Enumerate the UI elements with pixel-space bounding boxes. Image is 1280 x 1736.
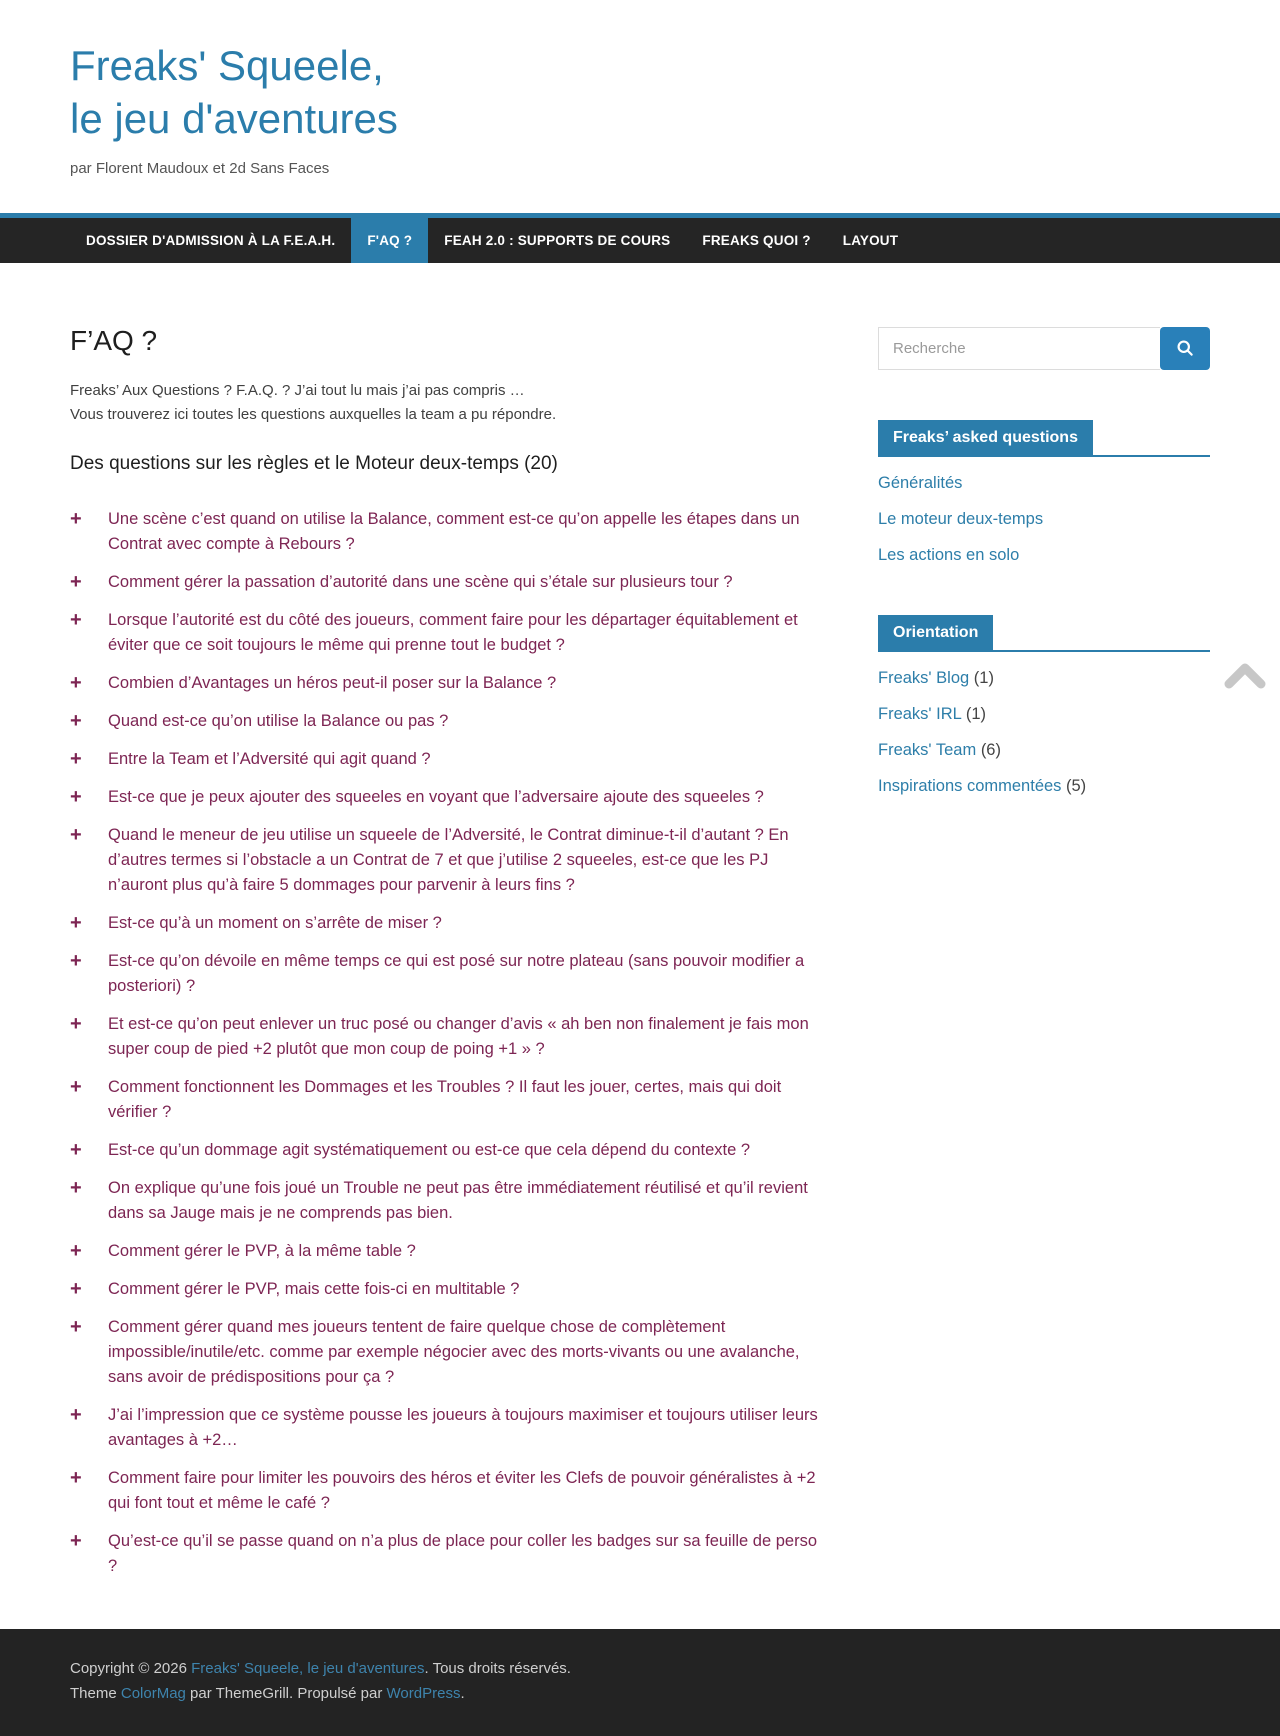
main-nav (0, 213, 1280, 263)
nav-item-layout[interactable]: LAYOUT (842, 232, 899, 248)
plus-icon[interactable]: + (70, 1176, 82, 1199)
plus-icon[interactable]: + (70, 507, 82, 530)
widget-link-item (878, 510, 1210, 529)
faq-question-link[interactable]: Comment gérer le PVP, à la même table ? (108, 1241, 416, 1260)
faq-item (70, 1466, 828, 1516)
site-title[interactable] (70, 40, 1210, 146)
faq-item (70, 911, 828, 936)
site-title-line2: le jeu d'aventures (70, 94, 398, 142)
nav-item-freaks-quoi[interactable]: FREAKS QUOI ? (702, 232, 811, 248)
faq-item (70, 823, 828, 898)
plus-icon[interactable]: + (70, 1075, 82, 1098)
faq-question-link[interactable]: Comment gérer quand mes joueurs tentent de faire quelque chose de complètement impossible/inutile/etc. comme par exemple négocier avec des morts-vivants ou une avalanche, sans avoir de prédispositions pour ça ? (108, 1317, 800, 1386)
category-link[interactable]: Généralités (878, 473, 963, 492)
period-text: . (460, 1685, 465, 1702)
page-title: F’AQ ? (70, 324, 158, 356)
footer-theme-line (70, 1681, 1210, 1706)
faq-item (70, 1012, 828, 1062)
faq-item (70, 1529, 828, 1579)
faq-question-link[interactable]: Et est-ce qu’on peut enlever un truc posé ou changer d’avis « ah ben non finalement je fais mon super coup de pied +2 plutôt que mon coup de poing +1 » ? (108, 1014, 809, 1058)
category-count: (1) (965, 704, 986, 723)
category-count: (5) (1066, 776, 1087, 795)
widget-title: Orientation (878, 615, 993, 650)
nav-item-feah-supports[interactable]: FEAH 2.0 : SUPPORTS DE COURS (444, 232, 671, 248)
search-button[interactable] (1160, 327, 1210, 370)
nav-item-faq-active[interactable]: F'AQ ? (351, 218, 428, 263)
widget-link-item (878, 474, 1210, 493)
widget-title: Freaks’ asked questions (878, 420, 1093, 455)
plus-icon[interactable]: + (70, 1239, 82, 1262)
plus-icon[interactable]: + (70, 1403, 82, 1426)
faq-question-link[interactable]: J’ai l’impression que ce système pousse les joueurs à toujours maximiser et toujours utiliser leurs avantages à +2… (108, 1405, 818, 1449)
footer-colormag-link[interactable]: ColorMag (120, 1685, 186, 1702)
plus-icon[interactable]: + (70, 1138, 82, 1161)
plus-icon[interactable]: + (70, 1315, 82, 1338)
faq-item (70, 1403, 828, 1453)
page-intro (70, 379, 828, 427)
faq-item (70, 785, 828, 810)
footer-copyright-line (70, 1656, 1210, 1681)
faq-item (70, 1277, 828, 1302)
faq-question-link[interactable]: Lorsque l’autorité est du côté des joueurs, comment faire pour les départager équitablement et éviter que ce soit toujours le même qui prenne tout le budget ? (108, 610, 798, 654)
plus-icon[interactable]: + (70, 949, 82, 972)
widget-link-item (878, 669, 1210, 688)
widget-links (878, 474, 1210, 565)
widget-link-item (878, 546, 1210, 565)
faq-question-link[interactable]: Entre la Team et l’Adversité qui agit quand ? (108, 749, 431, 768)
sidebar (878, 311, 1210, 1592)
faq-item (70, 1075, 828, 1125)
search-input[interactable] (878, 327, 1160, 370)
faq-question-link[interactable]: Comment faire pour limiter les pouvoirs des héros et éviter les Clefs de pouvoir généralistes à +2 qui font tout et même le café ? (108, 1468, 816, 1512)
plus-icon[interactable]: + (70, 671, 82, 694)
rights-text: . Tous droits réservés. (424, 1660, 571, 1677)
plus-icon[interactable]: + (70, 570, 82, 593)
plus-icon[interactable]: + (70, 1012, 82, 1035)
category-link[interactable]: Freaks' Team (878, 740, 977, 759)
faq-question-link[interactable]: Est-ce que je peux ajouter des squeeles en voyant que l’adversaire ajoute des squeeles ? (108, 787, 764, 806)
faq-item (70, 671, 828, 696)
site-tagline: par Florent Maudoux et 2d Sans Faces (70, 159, 330, 177)
faq-item (70, 507, 828, 557)
themegrill-text: par ThemeGrill. Propulsé par (185, 1685, 387, 1702)
category-link[interactable]: Freaks' Blog (878, 668, 970, 687)
widget-link-item (878, 705, 1210, 724)
faq-question-link[interactable]: Est-ce qu’un dommage agit systématiquement ou est-ce que cela dépend du contexte ? (108, 1140, 751, 1159)
nav-item-dossier-admission[interactable]: DOSSIER D'ADMISSION À LA F.E.A.H. (86, 232, 336, 248)
plus-icon[interactable]: + (70, 1277, 82, 1300)
search-icon (1175, 338, 1195, 358)
back-to-top-button[interactable] (1224, 660, 1266, 695)
footer-wordpress-link[interactable]: WordPress (386, 1685, 461, 1702)
intro-line-2: Vous trouverez ici toutes les questions auxquelles la team a pu répondre. (70, 405, 557, 423)
faq-list (70, 507, 828, 1579)
widget-title-bar (878, 615, 1210, 652)
site-title-line1: Freaks' Squeele, (70, 42, 384, 89)
faq-item (70, 1138, 828, 1163)
widget-link-item (878, 741, 1210, 760)
category-link[interactable]: Freaks' IRL (878, 704, 962, 723)
faq-question-link[interactable]: Une scène c’est quand on utilise la Balance, comment est-ce qu’on appelle les étapes dans un Contrat avec compte à Rebours ? (108, 509, 800, 553)
plus-icon[interactable]: + (70, 747, 82, 770)
chevron-up-icon (1224, 660, 1266, 695)
plus-icon[interactable]: + (70, 709, 82, 732)
plus-icon[interactable]: + (70, 1529, 82, 1552)
faq-item (70, 1176, 828, 1226)
widget-freaks-asked-questions (878, 420, 1210, 565)
plus-icon[interactable]: + (70, 823, 82, 846)
main-column (70, 311, 828, 1592)
plus-icon[interactable]: + (70, 1466, 82, 1489)
site-footer (0, 1629, 1280, 1736)
faq-question-link[interactable]: Quand le meneur de jeu utilise un squeele de l’Adversité, le Contrat diminue-t-il d’autant ? En d’autres termes si l’obstacle a un Contrat de 7 et que j’utilise 2 squeeles, est-ce que les PJ n’auront plus qu’à faire 5 dommages pour parvenir à leurs fins ? (108, 825, 789, 894)
site-content (0, 263, 1280, 1629)
plus-icon[interactable]: + (70, 608, 82, 631)
site-header (0, 0, 1280, 213)
faq-question-link[interactable]: Qu’est-ce qu’il se passe quand on n’a plus de place pour coller les badges sur sa feuille de perso ? (108, 1531, 818, 1575)
category-count: (6) (980, 740, 1001, 759)
category-link[interactable]: Le moteur deux-temps (878, 509, 1044, 528)
faq-question-link[interactable]: Combien d’Avantages un héros peut-il poser sur la Balance ? (108, 673, 557, 692)
widget-link-item (878, 777, 1210, 796)
faq-item (70, 709, 828, 734)
plus-icon[interactable]: + (70, 911, 82, 934)
plus-icon[interactable]: + (70, 785, 82, 808)
search-form (878, 327, 1210, 370)
faq-item (70, 1239, 828, 1264)
widget-links (878, 669, 1210, 796)
faq-item (70, 747, 828, 772)
theme-text: Theme (70, 1685, 121, 1702)
faq-question-link[interactable]: Comment fonctionnent les Dommages et les Troubles ? Il faut les jouer, certes, mais qui doit vérifier ? (108, 1077, 782, 1121)
faq-question-link[interactable]: Est-ce qu’on dévoile en même temps ce qui est posé sur notre plateau (sans pouvoir modifier a posteriori) ? (108, 951, 805, 995)
widget-title-bar (878, 420, 1210, 457)
intro-line-1: Freaks’ Aux Questions ? F.A.Q. ? J’ai tout lu mais j’ai pas compris … (70, 381, 525, 399)
faq-item (70, 608, 828, 658)
faq-item (70, 570, 828, 595)
faq-question-link[interactable]: On explique qu’une fois joué un Trouble ne peut pas être immédiatement réutilisé et qu’il revient dans sa Jauge mais je ne comprends pas bien. (108, 1178, 808, 1222)
faq-question-link[interactable]: Comment gérer le PVP, mais cette fois-ci en multitable ? (108, 1279, 520, 1298)
faq-question-link[interactable]: Quand est-ce qu’on utilise la Balance ou pas ? (108, 711, 449, 730)
category-link[interactable]: Inspirations commentées (878, 776, 1062, 795)
faq-question-link[interactable]: Comment gérer la passation d’autorité dans une scène qui s’étale sur plusieurs tour ? (108, 572, 733, 591)
faq-item (70, 1315, 828, 1390)
category-count: (1) (973, 668, 994, 687)
faq-question-link[interactable]: Est-ce qu’à un moment on s’arrête de miser ? (108, 913, 442, 932)
category-link[interactable]: Les actions en solo (878, 545, 1020, 564)
footer-site-link[interactable]: Freaks' Squeele, le jeu d'aventures (191, 1660, 425, 1677)
faq-section-title: Des questions sur les règles et le Moteur deux-temps (20) (70, 452, 558, 474)
faq-item (70, 949, 828, 999)
copyright-text: Copyright © 2026 (70, 1660, 192, 1677)
widget-orientation (878, 615, 1210, 796)
